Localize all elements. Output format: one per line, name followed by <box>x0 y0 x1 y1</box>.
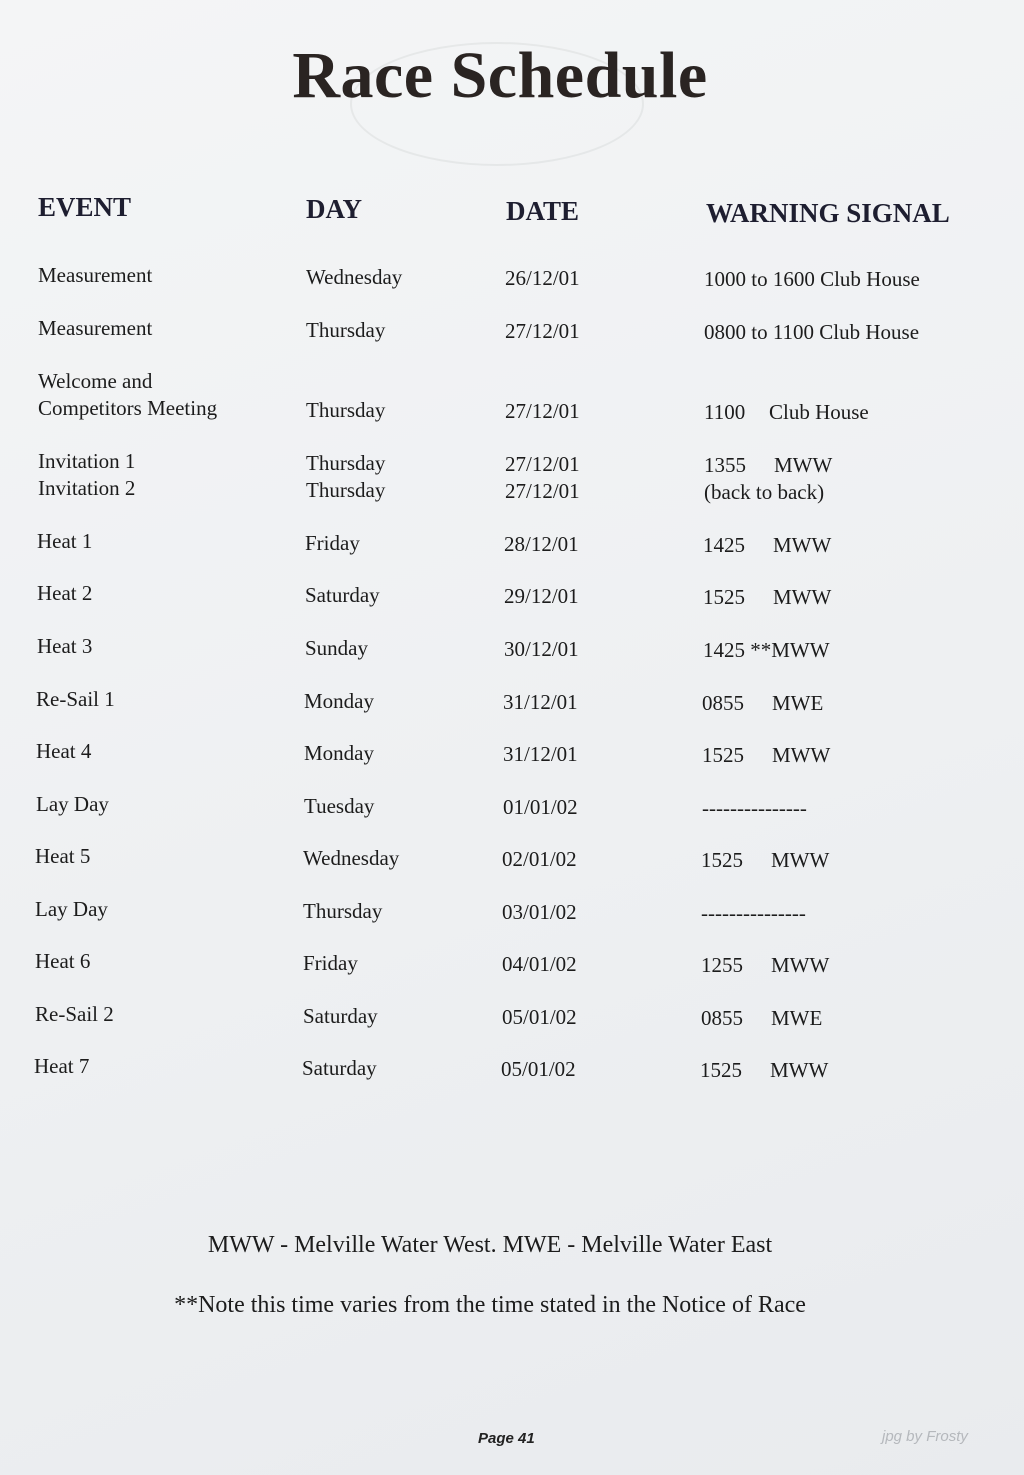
event-cell: Heat 5 <box>35 844 91 868</box>
warning-location: MWW <box>771 953 830 977</box>
event-cell: Heat 4 <box>36 739 92 763</box>
page-number: Page 41 <box>478 1430 535 1447</box>
warning-signal-cell <box>701 847 830 874</box>
warning-signal-cell <box>703 637 830 664</box>
warning-time: 1425 <box>703 533 745 557</box>
warning-location: MWW <box>773 585 832 609</box>
warning-signal-cell <box>703 584 832 611</box>
day-cell: Saturday <box>302 1056 377 1080</box>
date-cell: 28/12/01 <box>504 532 579 556</box>
day-cell: Saturday <box>303 1004 378 1028</box>
date-cell: 02/01/02 <box>502 847 577 871</box>
day-cell: Wednesday <box>306 265 403 289</box>
event-cell: Lay Day <box>35 897 108 921</box>
warning-time: 0800 to 1100 Club House <box>704 320 920 344</box>
date-cell: 31/12/01 <box>503 690 578 714</box>
warning-signal-cell <box>704 319 919 346</box>
date-cell: 31/12/01 <box>503 742 578 766</box>
day-cell: Thursday Thursday <box>306 451 386 502</box>
event-cell: Heat 3 <box>37 634 93 658</box>
warning-location: MWW <box>773 533 832 557</box>
day-cell: Monday <box>304 741 374 765</box>
date-cell: 30/12/01 <box>504 637 579 661</box>
header-day: DAY <box>306 194 363 224</box>
day-cell: Thursday <box>306 318 386 342</box>
date-cell: 01/01/02 <box>503 795 578 819</box>
date-cell: 04/01/02 <box>502 952 577 976</box>
warning-signal-cell <box>704 399 869 426</box>
day-cell: Thursday <box>303 899 383 923</box>
warning-time: 1255 <box>701 953 743 977</box>
day-cell: Friday <box>303 951 358 975</box>
date-cell: 05/01/02 <box>501 1057 576 1081</box>
warning-time: 0855 <box>701 1006 743 1030</box>
day-cell: Friday <box>305 531 360 555</box>
warning-signal-cell <box>702 795 807 822</box>
credit-text: jpg by Frosty <box>882 1428 968 1445</box>
warning-time: 1525 <box>703 585 745 609</box>
warning-signal-cell <box>702 742 831 769</box>
date-cell: 05/01/02 <box>502 1005 577 1029</box>
warning-time: 1425 **MWW <box>703 638 830 662</box>
warning-signal-cell <box>703 532 832 559</box>
warning-time: 1355 (back to back) <box>704 453 825 504</box>
day-cell: Tuesday <box>304 794 375 818</box>
page-title: Race Schedule <box>292 39 708 112</box>
note-line: **Note this time varies from the time stated in the Notice of Race <box>174 1292 806 1318</box>
day-cell: Wednesday <box>303 846 400 870</box>
header-date: DATE <box>506 196 580 226</box>
warning-time: 1525 <box>702 743 744 767</box>
event-cell: Measurement <box>38 316 153 340</box>
date-cell: 26/12/01 <box>505 266 580 290</box>
event-cell: Heat 6 <box>35 949 91 973</box>
warning-time: 0855 <box>702 691 744 715</box>
date-cell: 27/12/01 <box>505 399 580 423</box>
day-cell: Monday <box>304 689 374 713</box>
event-cell: Lay Day <box>36 792 109 816</box>
warning-location: Club House <box>769 400 869 424</box>
warning-signal-cell <box>701 1005 823 1032</box>
event-cell: Re-Sail 1 <box>36 687 115 711</box>
warning-signal-cell <box>701 900 806 927</box>
warning-signal-cell <box>701 952 830 979</box>
header-event: EVENT <box>38 192 132 222</box>
event-cell: Heat 1 <box>37 529 93 553</box>
event-cell: Welcome and Competitors Meeting <box>38 369 218 420</box>
day-cell: Saturday <box>305 583 380 607</box>
warning-location: MWW <box>771 848 830 872</box>
event-cell: Invitation 1 Invitation 2 <box>38 449 136 500</box>
warning-time: 1525 <box>700 1058 742 1082</box>
warning-location: MWW <box>772 743 831 767</box>
event-cell: Heat 2 <box>37 581 93 605</box>
warning-signal-cell <box>702 690 824 717</box>
warning-time: --------------- <box>701 901 806 925</box>
warning-time: 1100 <box>704 400 746 424</box>
event-cell: Heat 7 <box>34 1054 90 1078</box>
warning-location: MWW <box>774 453 833 477</box>
warning-location: MWE <box>772 691 824 715</box>
warning-signal-cell <box>704 266 920 293</box>
event-cell: Re-Sail 2 <box>35 1002 114 1026</box>
event-cell: Measurement <box>38 263 153 287</box>
warning-signal-cell <box>704 452 833 506</box>
warning-location: MWE <box>771 1006 823 1030</box>
day-cell: Thursday <box>306 398 386 422</box>
warning-location: MWW <box>770 1058 829 1082</box>
day-cell: Sunday <box>305 636 368 660</box>
warning-time: --------------- <box>702 796 807 820</box>
date-cell: 27/12/01 27/12/01 <box>505 452 580 503</box>
date-cell: 27/12/01 <box>505 319 580 343</box>
warning-time: 1525 <box>701 848 743 872</box>
warning-time: 1000 to 1600 Club House <box>704 267 920 291</box>
header-warning-signal: WARNING SIGNAL <box>706 198 950 228</box>
date-cell: 29/12/01 <box>504 584 579 608</box>
legend-line: MWW - Melville Water West. MWE - Melville Water East <box>207 1232 773 1258</box>
date-cell: 03/01/02 <box>502 900 577 924</box>
warning-signal-cell <box>700 1057 829 1084</box>
